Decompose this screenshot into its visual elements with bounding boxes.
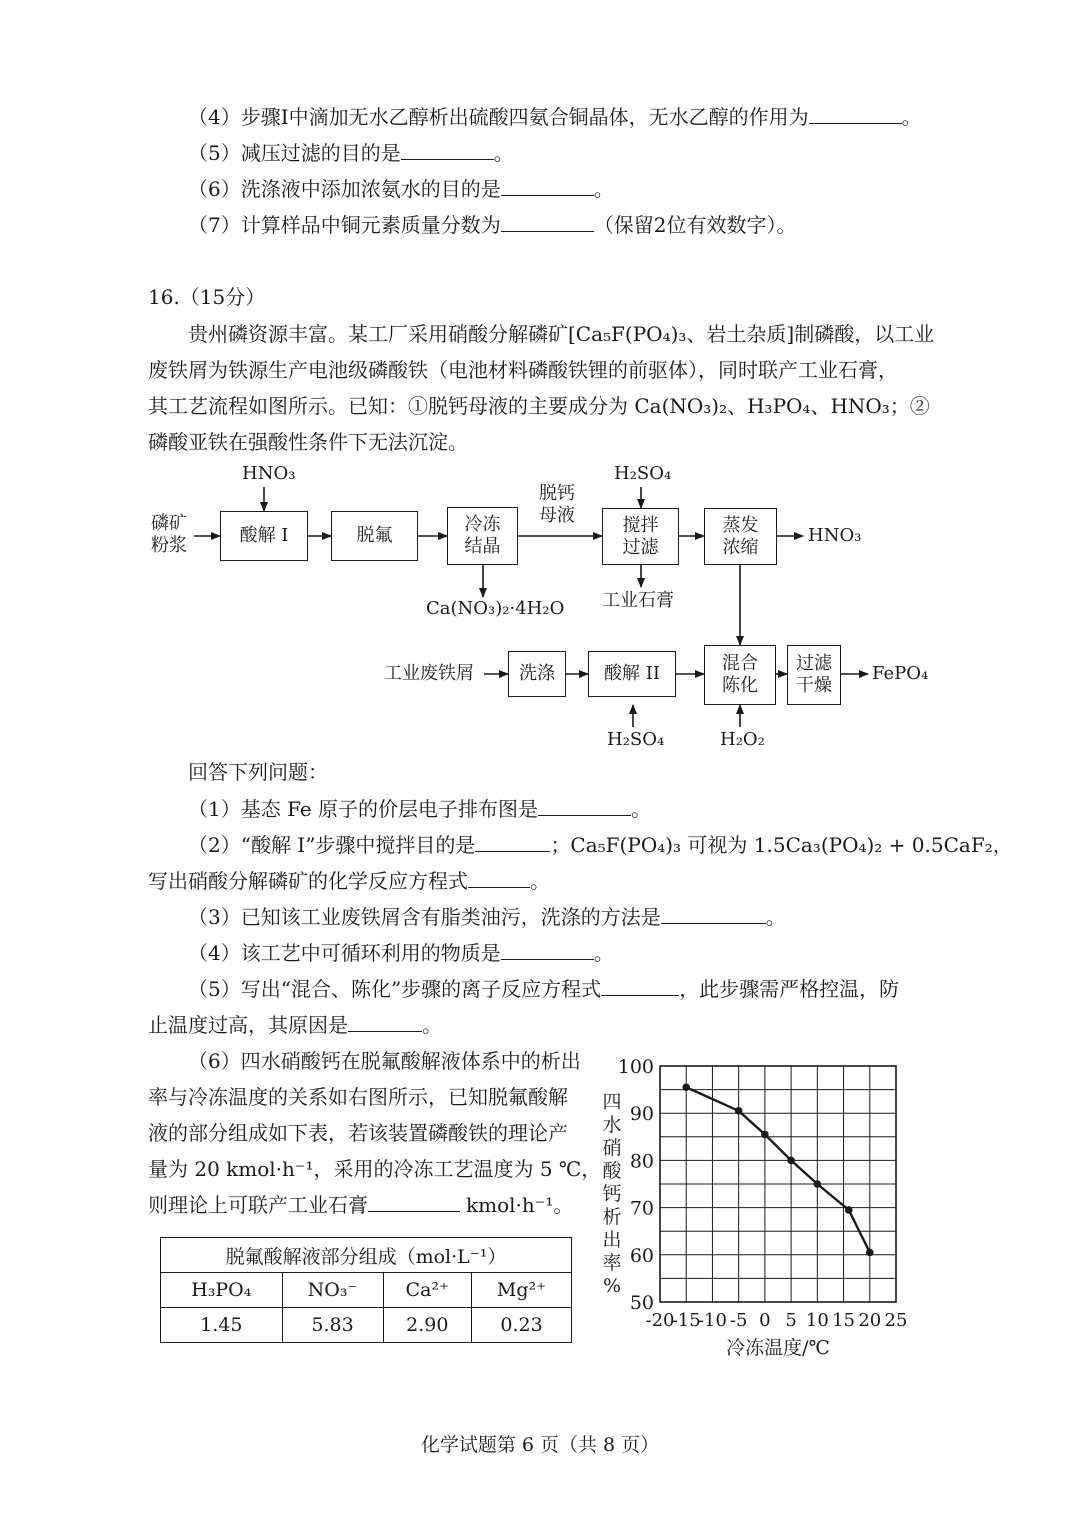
x-tick-label: 20 bbox=[858, 1310, 882, 1331]
sub-question-end: ，此步骤需严格控温，防 bbox=[679, 977, 900, 1001]
question-7-end: （保留2位有效数字）。 bbox=[593, 213, 797, 237]
question-5-end: 。 bbox=[493, 141, 514, 165]
label-hno3-in: HNO₃ bbox=[242, 463, 296, 484]
label-line: 脱钙 bbox=[539, 483, 575, 504]
label-h2so4-bottom: H₂SO₄ bbox=[607, 729, 665, 750]
answer-prompt: 回答下列问题： bbox=[188, 760, 328, 784]
answer-blank[interactable] bbox=[809, 103, 902, 124]
table-header-cell: Mg²⁺ bbox=[472, 1273, 572, 1308]
y-axis-label-char: 析 bbox=[602, 1206, 622, 1228]
composition-table bbox=[160, 1237, 572, 1343]
y-tick-label: 70 bbox=[629, 1197, 654, 1220]
box-filter-dry bbox=[787, 645, 841, 705]
data-point bbox=[866, 1249, 874, 1257]
x-axis-label: 冷冻温度/℃ bbox=[726, 1337, 830, 1359]
x-tick-label: -20 bbox=[645, 1310, 675, 1331]
q6-line: 率与冷冻温度的关系如右图所示，已知脱氟酸解 bbox=[148, 1085, 568, 1109]
q6-line: 量为 20 kmol·h⁻¹，采用的冷冻工艺温度为 5 ℃， bbox=[148, 1157, 602, 1181]
box-label: 洗涤 bbox=[519, 663, 555, 684]
question-4 bbox=[188, 103, 922, 131]
table-row bbox=[161, 1308, 572, 1343]
sub-question-1 bbox=[188, 795, 651, 823]
question-7-text: （7）计算样品中铜元素质量分数为 bbox=[188, 213, 501, 237]
sub-question-4 bbox=[188, 939, 614, 967]
q6-last-line bbox=[148, 1191, 573, 1219]
answer-blank[interactable] bbox=[501, 211, 594, 232]
question-4-end: 。 bbox=[901, 105, 922, 129]
answer-blank[interactable] bbox=[368, 1191, 460, 1212]
y-axis-label-char: 四 bbox=[602, 1091, 622, 1113]
sub-question-text: （2）“酸解 I”步骤中搅拌目的是 bbox=[188, 833, 476, 857]
box-label: 干燥 bbox=[796, 675, 832, 696]
answer-blank[interactable] bbox=[538, 795, 631, 816]
data-point bbox=[845, 1206, 853, 1214]
table-header-cell: NO₃⁻ bbox=[282, 1273, 383, 1308]
label-slurry-line: 粉浆 bbox=[151, 535, 187, 556]
box-label: 结晶 bbox=[464, 536, 501, 557]
sub-question-3 bbox=[188, 903, 786, 931]
label-hno3-out: HNO₃ bbox=[808, 525, 862, 546]
q6-line: 液的部分组成如下表，若该装置磷酸铁的理论产 bbox=[148, 1121, 568, 1145]
y-axis-label-char: 出 bbox=[602, 1229, 622, 1251]
answer-blank[interactable] bbox=[661, 903, 766, 924]
box-label: 脱氟 bbox=[356, 525, 393, 546]
sub-question-5 bbox=[188, 975, 899, 1003]
label-slurry-line: 磷矿 bbox=[151, 513, 187, 534]
y-axis-label-char: 水 bbox=[602, 1114, 622, 1136]
label-fepo4: FePO₄ bbox=[872, 663, 929, 684]
q16-intro-line: 贵州磷资源丰富。某工厂采用硝酸分解磷矿[Ca₅F(PO₄)₃、岩土杂质]制磷酸，以工业 bbox=[188, 322, 935, 346]
x-tick-label: 15 bbox=[832, 1310, 856, 1331]
box-label: 陈化 bbox=[722, 675, 758, 696]
y-axis-label-char: % bbox=[602, 1275, 622, 1297]
x-tick-label: 0 bbox=[759, 1310, 771, 1331]
sub-question-text: （5）写出“混合、陈化”步骤的离子反应方程式 bbox=[188, 977, 602, 1001]
question-4-text: （4）步骤Ⅰ中滴加无水乙醇析出硫酸四氨合铜晶体，无水乙醇的作用为 bbox=[188, 105, 809, 129]
series-line bbox=[686, 1087, 870, 1252]
answer-blank[interactable] bbox=[601, 975, 679, 996]
sub-question-2-cont bbox=[148, 867, 550, 895]
table-cell: 1.45 bbox=[161, 1308, 283, 1343]
answer-blank[interactable] bbox=[468, 867, 530, 888]
table-cell: 5.83 bbox=[282, 1308, 383, 1343]
box-label: 混合 bbox=[722, 653, 758, 674]
x-tick-label: -15 bbox=[671, 1310, 701, 1331]
data-point bbox=[735, 1107, 743, 1115]
sub-question-end: 。 bbox=[765, 905, 786, 929]
box-label: 酸解 I bbox=[239, 525, 289, 546]
box-defluorination bbox=[331, 511, 418, 561]
question-5 bbox=[188, 139, 514, 167]
process-flow-diagram bbox=[140, 455, 940, 755]
label-h2so4-top: H₂SO₄ bbox=[614, 463, 672, 484]
x-tick-label: 25 bbox=[884, 1310, 908, 1331]
sub-question-5-cont bbox=[148, 1011, 442, 1039]
answer-blank[interactable] bbox=[501, 939, 594, 960]
x-tick-label: -10 bbox=[697, 1310, 727, 1331]
sub-question-end: 。 bbox=[631, 797, 652, 821]
label-waste-iron-scrap: 工业废铁屑 bbox=[384, 663, 474, 684]
box-stir-filter bbox=[602, 508, 679, 565]
sub-question-end: 。 bbox=[530, 869, 550, 893]
x-tick-label: 10 bbox=[805, 1310, 829, 1331]
sub-question-end: 。 bbox=[593, 941, 614, 965]
question-6 bbox=[188, 175, 614, 203]
box-acid-dissolution-2 bbox=[588, 651, 676, 697]
label-decalcified-mother-liquor bbox=[532, 483, 582, 527]
table-cell: 0.23 bbox=[472, 1308, 572, 1343]
y-tick-label: 80 bbox=[629, 1150, 654, 1173]
data-point bbox=[787, 1157, 795, 1165]
data-point bbox=[761, 1131, 769, 1139]
table-header-cell: Ca²⁺ bbox=[383, 1273, 471, 1308]
data-point bbox=[682, 1083, 690, 1091]
sub-question-text: （3）已知该工业废铁屑含有脂类油污，洗涤的方法是 bbox=[188, 905, 661, 929]
precipitation-rate-chart bbox=[598, 1050, 948, 1360]
y-axis-label-char: 钙 bbox=[602, 1183, 622, 1205]
q16-intro-line: 其工艺流程如图所示。已知：①脱钙母液的主要成分为 Ca(NO₃)₂、H₃PO₄、HNO₃；② bbox=[148, 394, 930, 418]
y-tick-label: 50 bbox=[629, 1292, 654, 1314]
x-tick-label: 5 bbox=[785, 1310, 797, 1331]
q16-intro-line: 废铁屑为铁源生产电池级磷酸铁（电池材料磷酸铁锂的前驱体），同时联产工业石膏， bbox=[148, 358, 898, 382]
y-axis-label-char: 酸 bbox=[602, 1160, 622, 1182]
label-line: 母液 bbox=[539, 505, 575, 526]
box-mix-aging bbox=[704, 645, 776, 705]
label-industrial-gypsum: 工业石膏 bbox=[602, 590, 674, 611]
table-cell: 2.90 bbox=[383, 1308, 471, 1343]
table-title: 脱氟酸解液部分组成（mol·L⁻¹） bbox=[161, 1238, 572, 1273]
page-footer: 化学试题第 6 页（共 8 页） bbox=[420, 1434, 660, 1456]
q16-intro-line: 磷酸亚铁在强酸性条件下无法沉淀。 bbox=[148, 430, 468, 454]
box-label: 搅拌 bbox=[622, 514, 659, 536]
question-6-end: 。 bbox=[593, 177, 614, 201]
answer-blank[interactable] bbox=[475, 831, 550, 852]
box-label: 冷冻 bbox=[464, 514, 501, 535]
chart-svg bbox=[598, 1050, 948, 1360]
box-freeze-crystallization bbox=[447, 507, 518, 565]
q6-unit: kmol·h⁻¹。 bbox=[466, 1193, 574, 1217]
sub-question-mid: ；Ca₅F(PO₄)₃ 可视为 1.5Ca₃(PO₄)₂ + 0.5CaF₂， bbox=[550, 833, 1013, 857]
box-label: 酸解 II bbox=[604, 663, 660, 684]
y-axis-label-char: 率 bbox=[602, 1252, 622, 1274]
sub-question-text: 止温度过高，其原因是 bbox=[148, 1013, 348, 1037]
sub-question-end: 。 bbox=[422, 1013, 442, 1037]
label-phosphate-slurry bbox=[148, 513, 190, 557]
q6-line: 则理论上可联产工业石膏 bbox=[148, 1193, 368, 1217]
q6-line: （6）四水硝酸钙在脱氟酸解液体系中的析出 bbox=[188, 1049, 581, 1073]
question-5-text: （5）减压过滤的目的是 bbox=[188, 141, 401, 165]
question-7 bbox=[188, 211, 796, 239]
box-evaporate-concentrate bbox=[704, 508, 777, 565]
label-h2o2: H₂O₂ bbox=[720, 729, 765, 750]
box-washing bbox=[508, 651, 566, 697]
sub-question-text: 写出硝酸分解磷矿的化学反应方程式 bbox=[148, 869, 468, 893]
answer-blank[interactable] bbox=[401, 139, 494, 160]
box-label: 过滤 bbox=[796, 653, 832, 674]
x-tick-label: -5 bbox=[729, 1310, 748, 1331]
table-header-cell: H₃PO₄ bbox=[161, 1273, 283, 1308]
sub-question-text: （1）基态 Fe 原子的价层电子排布图是 bbox=[188, 797, 539, 821]
sub-question-2 bbox=[188, 831, 1013, 859]
box-label: 浓缩 bbox=[722, 536, 759, 558]
answer-blank[interactable] bbox=[501, 175, 594, 196]
y-tick-label: 90 bbox=[629, 1103, 654, 1126]
y-axis-label-char: 硝 bbox=[602, 1137, 622, 1159]
box-label: 过滤 bbox=[622, 536, 659, 558]
box-label: 蒸发 bbox=[722, 514, 759, 536]
question-16-header: 16.（15分） bbox=[148, 285, 266, 309]
box-acid-dissolution-1 bbox=[220, 511, 308, 561]
table-header-row bbox=[161, 1273, 572, 1308]
y-tick-label: 60 bbox=[629, 1244, 654, 1267]
question-6-text: （6）洗涤液中添加浓氨水的目的是 bbox=[188, 177, 501, 201]
answer-blank[interactable] bbox=[348, 1011, 422, 1032]
y-tick-label: 100 bbox=[617, 1056, 654, 1078]
label-calcium-nitrate-product: Ca(NO₃)₂·4H₂O bbox=[426, 598, 565, 619]
sub-question-text: （4）该工艺中可循环利用的物质是 bbox=[188, 941, 501, 965]
data-point bbox=[814, 1180, 822, 1188]
table-title-row bbox=[161, 1238, 572, 1273]
